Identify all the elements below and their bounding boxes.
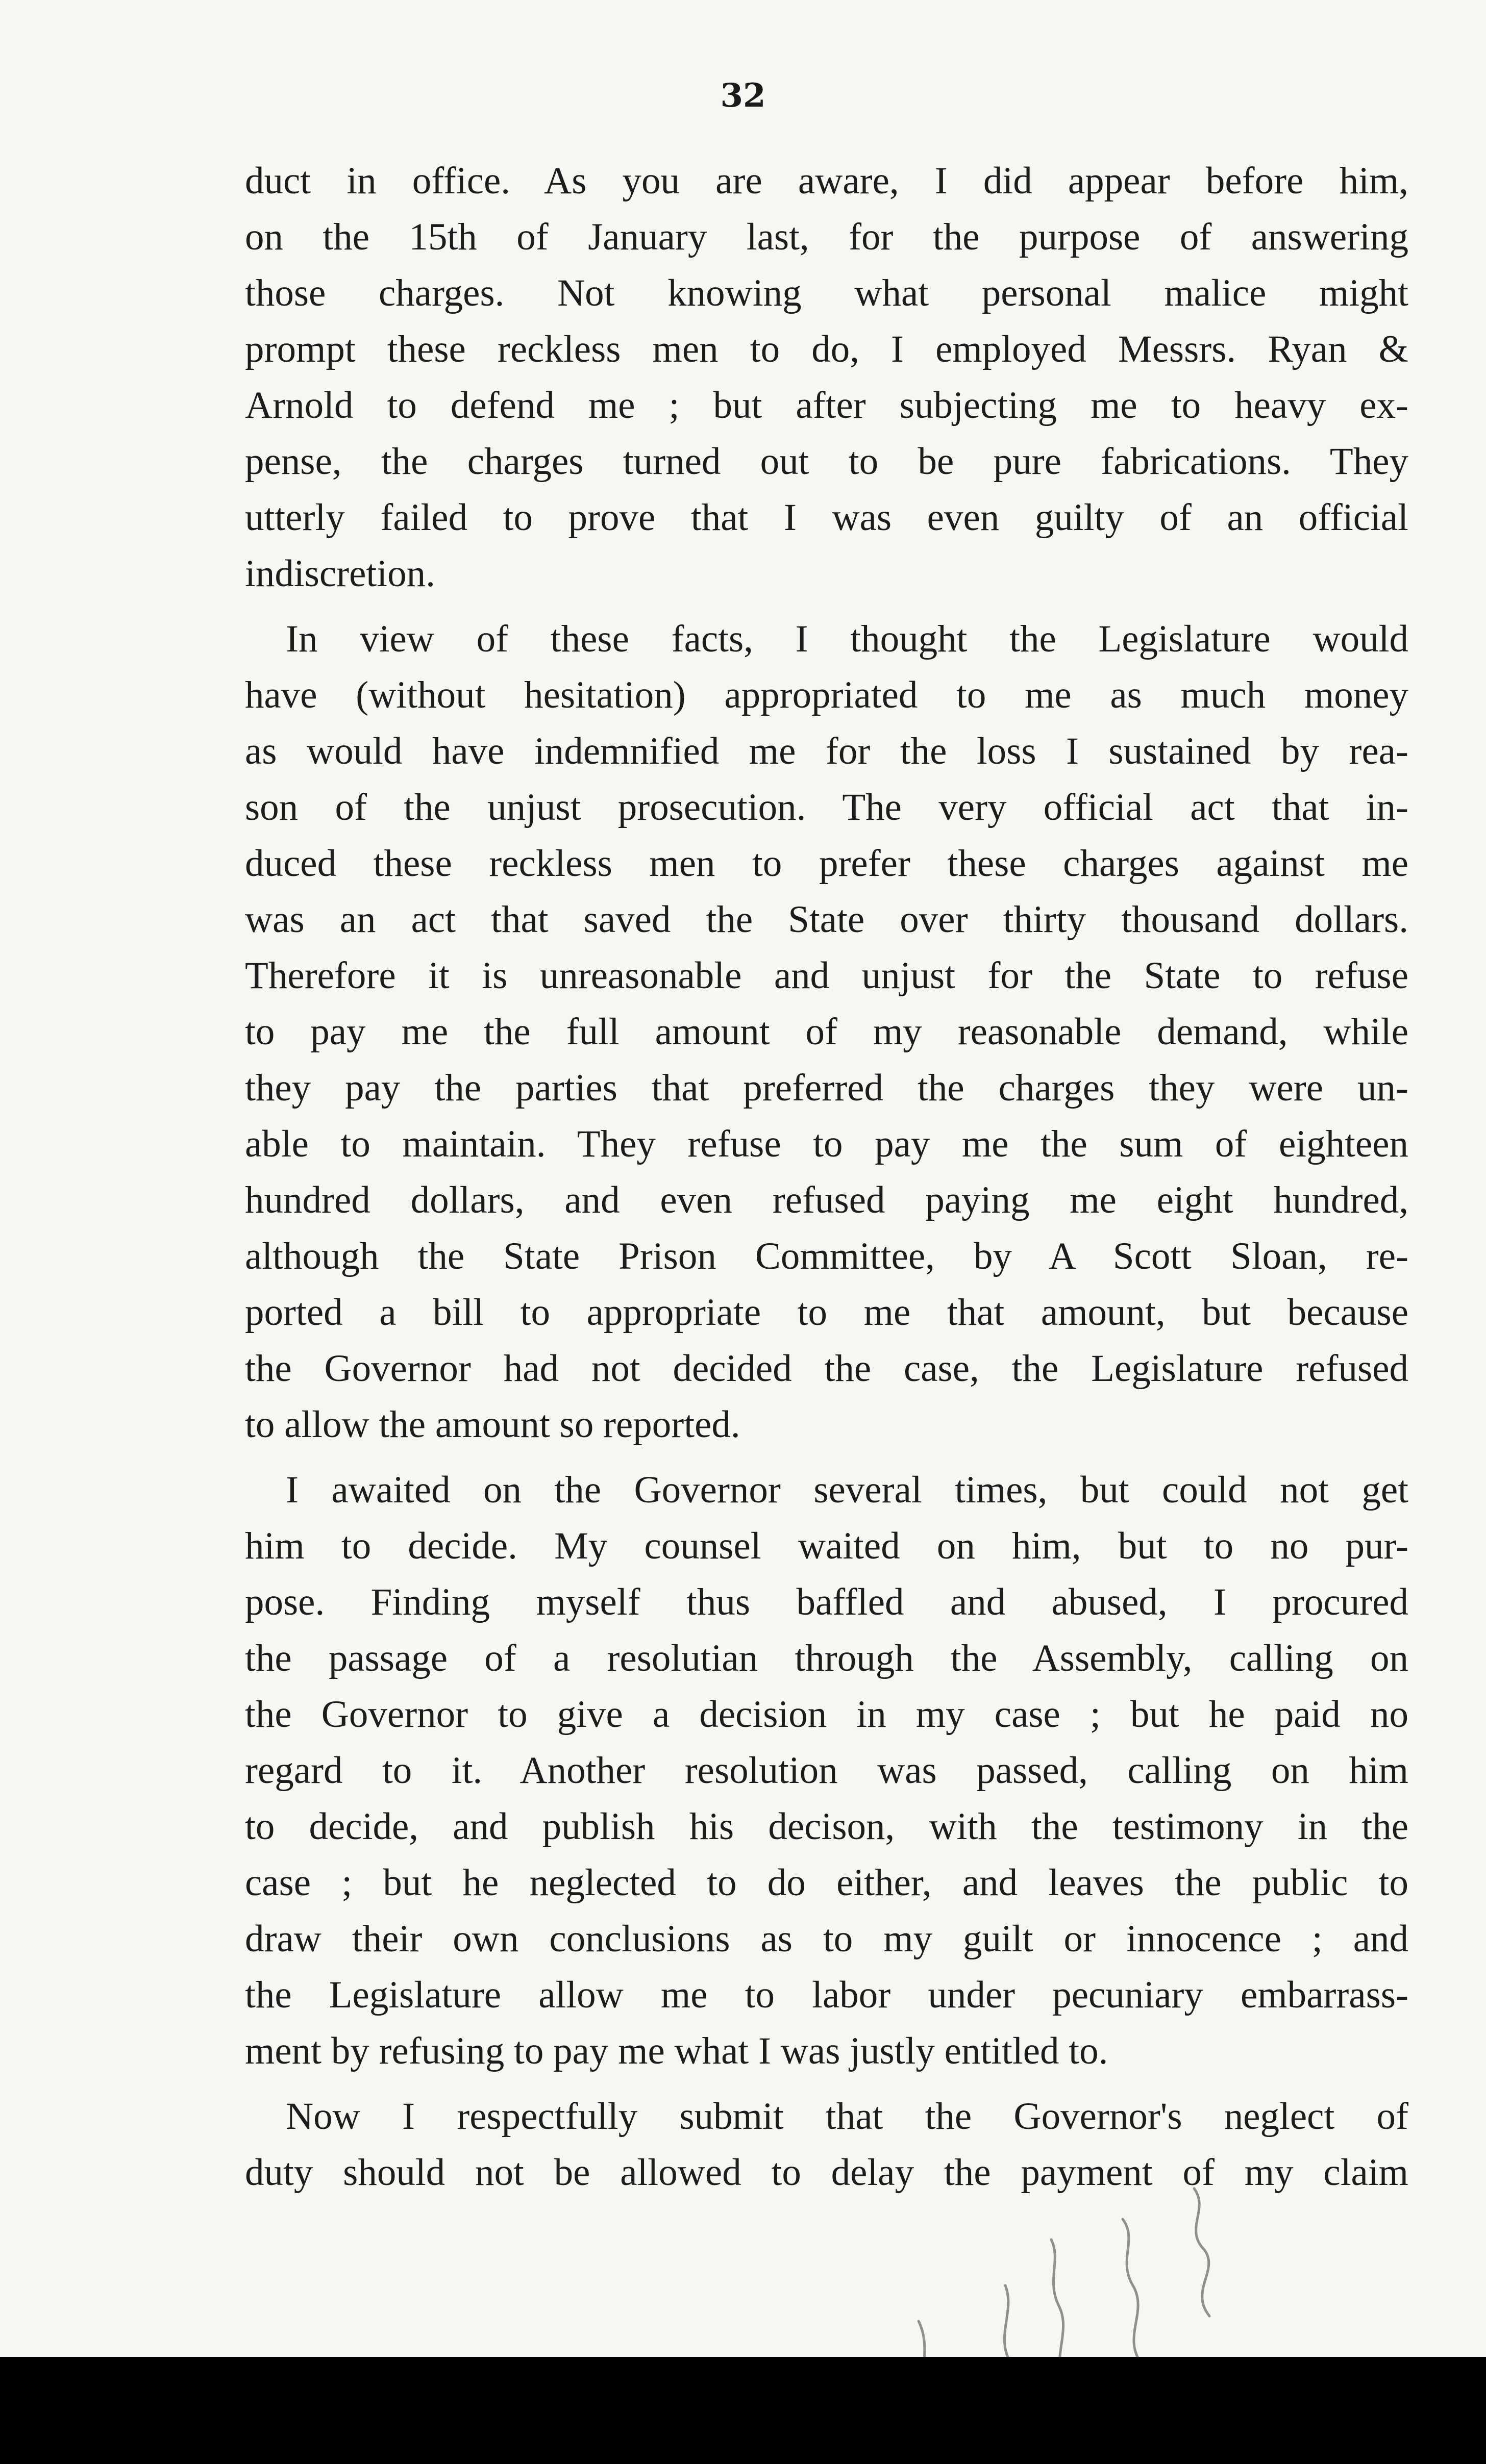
text-line: ment by refusing to pay me what I was justly entitled to.	[245, 2030, 1108, 2072]
text-line: have (without hesitation) appropriated to me as much money	[245, 674, 1408, 716]
text-line: to pay me the full amount of my reasonable demand, while	[245, 1011, 1408, 1053]
text-line: able to maintain. They refuse to pay me the sum of eighteen	[245, 1123, 1408, 1165]
text-line: Arnold to defend me ; but after subjecting me to heavy ex-	[245, 384, 1408, 426]
text-line: they pay the parties that preferred the charges they were un-	[245, 1067, 1408, 1109]
scan-border	[0, 2357, 1486, 2464]
text-line: utterly failed to prove that I was even guilty of an official	[245, 496, 1408, 539]
text-line: case ; but he neglected to do either, and leaves the public to	[245, 1862, 1408, 1904]
text-line: draw their own conclusions as to my guilt or innocence ; and	[245, 1918, 1408, 1960]
text-line: pense, the charges turned out to be pure fabrications. They	[245, 440, 1408, 483]
body-text	[245, 153, 1408, 2201]
text-line: In view of these facts, I thought the Legislature would	[286, 618, 1408, 660]
text-line: duced these reckless men to prefer these charges against me	[245, 842, 1408, 885]
text-line: the Governor had not decided the case, the Legislature refused	[245, 1347, 1408, 1390]
text-line: those charges. Not knowing what personal malice might	[245, 272, 1408, 314]
page-number: 32	[720, 77, 766, 115]
text-line: pose. Finding myself thus baffled and abused, I procured	[245, 1581, 1408, 1623]
text-line: Therefore it is unreasonable and unjust for the State to refuse	[245, 954, 1408, 997]
text-line: him to decide. My counsel waited on him, but to no pur-	[245, 1525, 1408, 1567]
text-line: duty should not be allowed to delay the payment of my claim	[245, 2151, 1408, 2194]
text-line: Now I respectfully submit that the Governor's neglect of	[286, 2095, 1408, 2138]
text-line: regard to it. Another resolution was passed, calling on him	[245, 1749, 1408, 1792]
text-line: son of the unjust prosecution. The very official act that in-	[245, 786, 1408, 828]
text-line: indiscretion.	[245, 552, 435, 595]
text-line: duct in office. As you are aware, I did appear before him,	[245, 160, 1408, 202]
text-line: I awaited on the Governor several times, but could not get	[286, 1469, 1408, 1511]
text-line: the Governor to give a decision in my case ; but he paid no	[245, 1693, 1408, 1736]
text-line: was an act that saved the State over thirty thousand dollars.	[245, 898, 1408, 941]
text-line: to decide, and publish his decison, with the testimony in the	[245, 1805, 1408, 1848]
text-line: as would have indemnified me for the loss I sustained by rea-	[245, 730, 1408, 772]
text-line: ported a bill to appropriate to me that amount, but because	[245, 1291, 1408, 1334]
text-line: although the State Prison Committee, by A Scott Sloan, re-	[245, 1235, 1408, 1277]
text-line: to allow the amount so reported.	[245, 1403, 740, 1446]
text-line: the Legislature allow me to labor under pecuniary embarrass-	[245, 1974, 1408, 2016]
text-line: the passage of a resolutian through the Assembly, calling on	[245, 1637, 1408, 1679]
text-line: on the 15th of January last, for the purpose of answering	[245, 216, 1408, 258]
text-line: hundred dollars, and even refused paying me eight hundred,	[245, 1179, 1408, 1221]
text-line: prompt these reckless men to do, I employed Messrs. Ryan &	[245, 328, 1408, 370]
